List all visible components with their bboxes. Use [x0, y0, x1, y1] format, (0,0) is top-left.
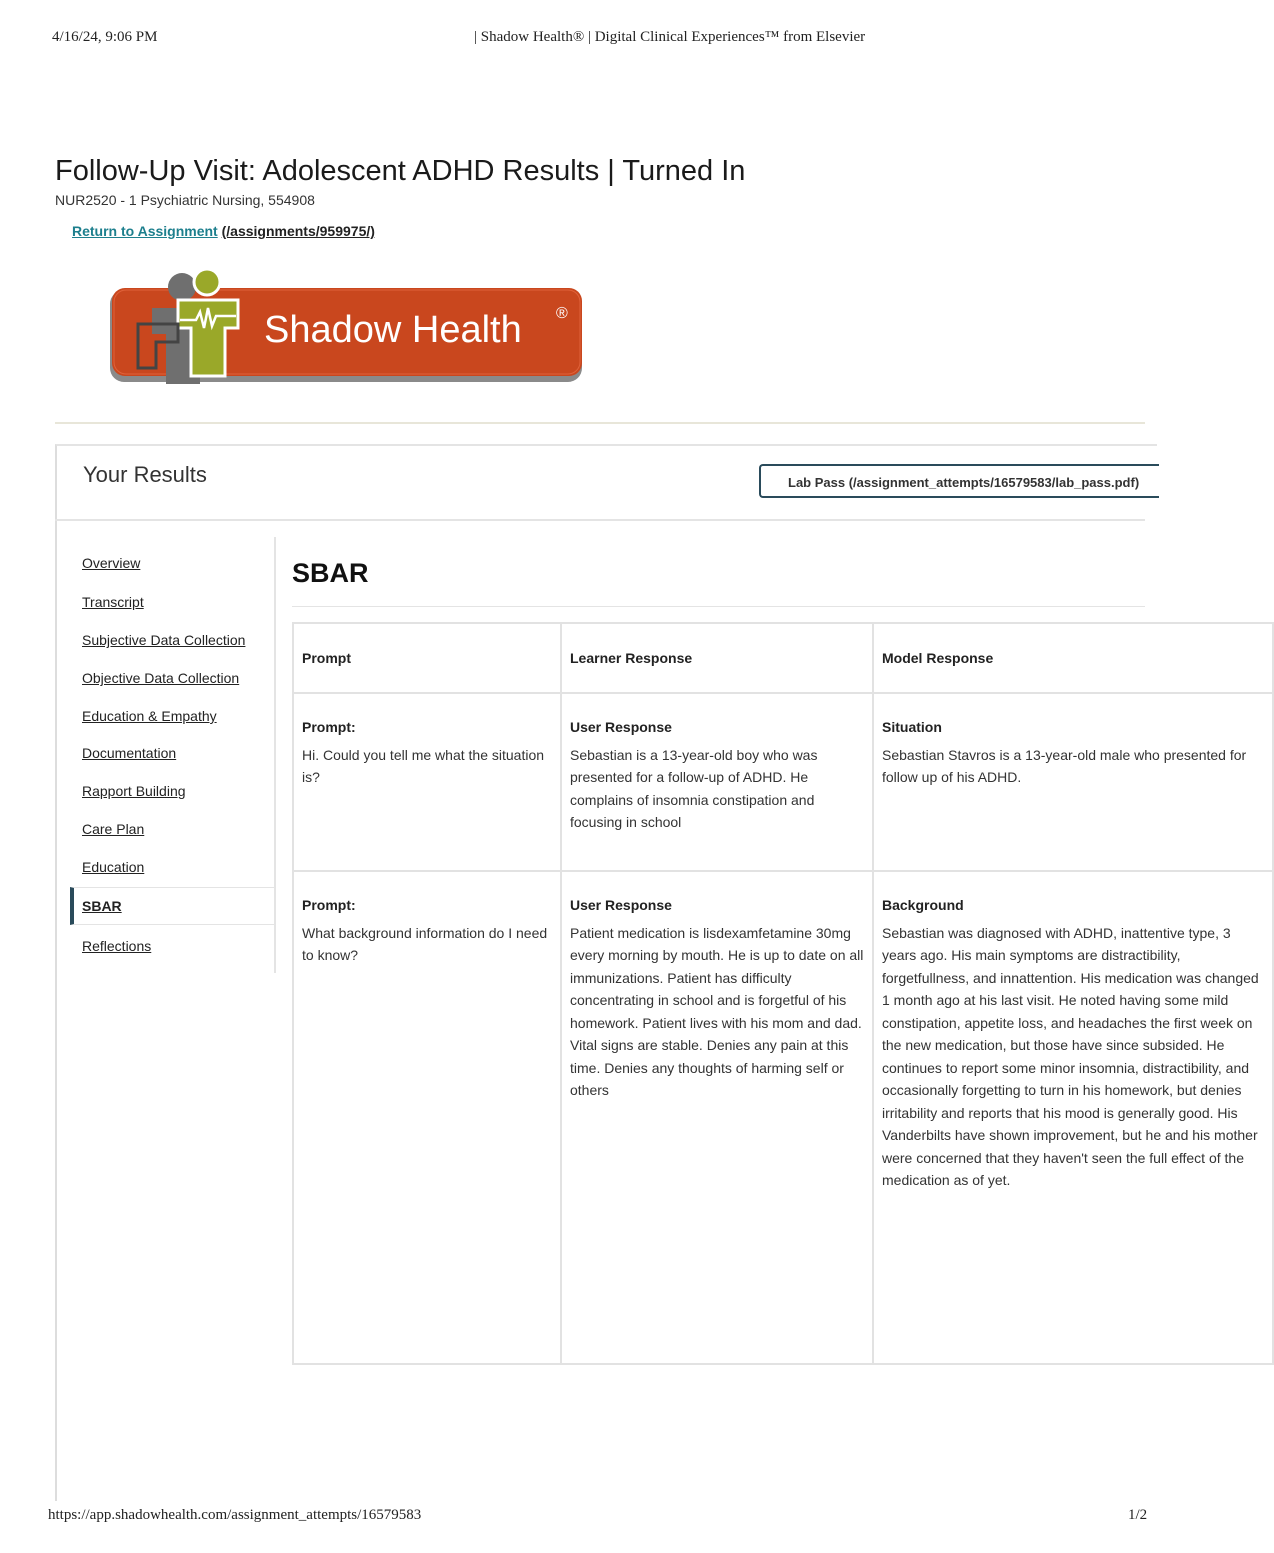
table-row	[293, 693, 1273, 871]
sbar-table	[292, 622, 1274, 1365]
person-icon	[138, 269, 238, 384]
sidebar-item-transcript[interactable]: Transcript	[82, 594, 144, 610]
divider	[55, 422, 1145, 424]
model-response-text: Sebastian was diagnosed with ADHD, inattentive type, 3 years ago. His main symptoms are distractibility, forgetfullness, and innattention. His medication was changed 1 month ago at his last visit. He noted having some mild constipation, appetite loss, and headaches the first week on the new medication, but those have since subsided. He continues to report some minor insomnia, distractibility, and occasionally forgetting to turn in his homework, but denies irritability and reports that his mood is generally good. His Vanderbilts have shown improvement, but he and his mother were concerned that they haven't seen the full effect of the medication as of yet.	[882, 924, 1259, 1188]
course-name: NUR2520 - 1 Psychiatric Nursing, 554908	[55, 192, 315, 208]
return-link-label: Return to Assignment	[72, 223, 218, 239]
sidebar-item-sbar[interactable]: SBAR	[82, 898, 122, 914]
model-response-label: Background	[882, 897, 964, 913]
sidebar-item-rapport-building[interactable]: Rapport Building	[82, 783, 186, 799]
prompt-cell	[293, 693, 561, 871]
prompt-text: Hi. Could you tell me what the situation is?	[302, 746, 545, 785]
prompt-cell	[293, 871, 561, 1364]
learner-response-text: Patient medication is lisdexamfetamine 30mg every morning by mouth. He is up to date on all immunizations. Patient has difficulty concentrating in school and is forgetful of his homework. Patient lives with his mom and dad. Vital signs are stable. Denies any pain at this time. Denies any thoughts of harming self or others	[570, 924, 864, 1098]
sidebar-item-subjective-data-collection[interactable]: Subjective Data Collection	[82, 632, 246, 648]
sidebar-item-overview[interactable]: Overview	[82, 555, 141, 571]
prompt-label: Prompt:	[302, 719, 356, 735]
sidebar-item-documentation[interactable]: Documentation	[82, 745, 177, 761]
sidebar-item-care-plan[interactable]: Care Plan	[82, 821, 145, 837]
sidebar-item-sbar-active[interactable]	[70, 887, 274, 925]
print-datetime: 4/16/24, 9:06 PM	[52, 29, 158, 45]
sidebar-item-objective-data-collection[interactable]: Objective Data Collection	[82, 670, 240, 686]
learner-response-cell	[561, 871, 873, 1364]
results-sidebar	[70, 537, 276, 973]
sbar-heading: SBAR	[292, 558, 369, 588]
results-divider	[55, 519, 1145, 521]
learner-response-label: User Response	[570, 897, 672, 913]
results-title: Your Results	[83, 462, 207, 487]
return-link-path: (/assignments/959975/)	[221, 223, 375, 239]
learner-response-label: User Response	[570, 719, 672, 735]
logo-wordmark: Shadow Health	[264, 309, 522, 351]
sidebar-item-education[interactable]: Education	[82, 859, 145, 875]
model-response-text: Sebastian Stavros is a 13-year-old male who presented for follow up of his ADHD.	[882, 746, 1247, 785]
model-response-label: Situation	[882, 719, 942, 735]
column-header-model-response: Model Response	[873, 623, 1273, 693]
sbar-divider	[292, 606, 1145, 607]
page-title: Follow-Up Visit: Adolescent ADHD Results | Turned In	[55, 155, 746, 187]
print-footer-page: 1/2	[1128, 1507, 1148, 1523]
print-page-title: | Shadow Health® | Digital Clinical Experiences™ from Elsevier	[474, 29, 866, 45]
sidebar-item-reflections[interactable]: Reflections	[82, 938, 152, 954]
prompt-text: What background information do I need to know?	[302, 924, 548, 963]
table-header-row	[293, 623, 1273, 693]
logo-registered-mark: ®	[556, 305, 568, 322]
sbar-table-wrapper	[292, 622, 1259, 1367]
column-header-prompt: Prompt	[293, 623, 561, 693]
return-to-assignment-link[interactable]	[72, 223, 375, 239]
print-footer-url: https://app.shadowhealth.com/assignment_attempts/16579583	[48, 1507, 422, 1523]
table-row	[293, 871, 1273, 1364]
sidebar-item-education-empathy[interactable]: Education & Empathy	[82, 708, 217, 724]
learner-response-cell	[561, 693, 873, 871]
shadow-health-logo	[108, 268, 584, 394]
lab-pass-button[interactable]: Lab Pass (/assignment_attempts/16579583/lab_pass.pdf)	[759, 464, 1159, 498]
column-header-learner-response: Learner Response	[561, 623, 873, 693]
prompt-label: Prompt:	[302, 897, 356, 913]
model-response-cell	[873, 693, 1273, 871]
model-response-cell	[873, 871, 1273, 1364]
learner-response-text: Sebastian is a 13-year-old boy who was presented for a follow-up of ADHD. He complains of insomnia constipation and focusing in school	[570, 746, 818, 830]
